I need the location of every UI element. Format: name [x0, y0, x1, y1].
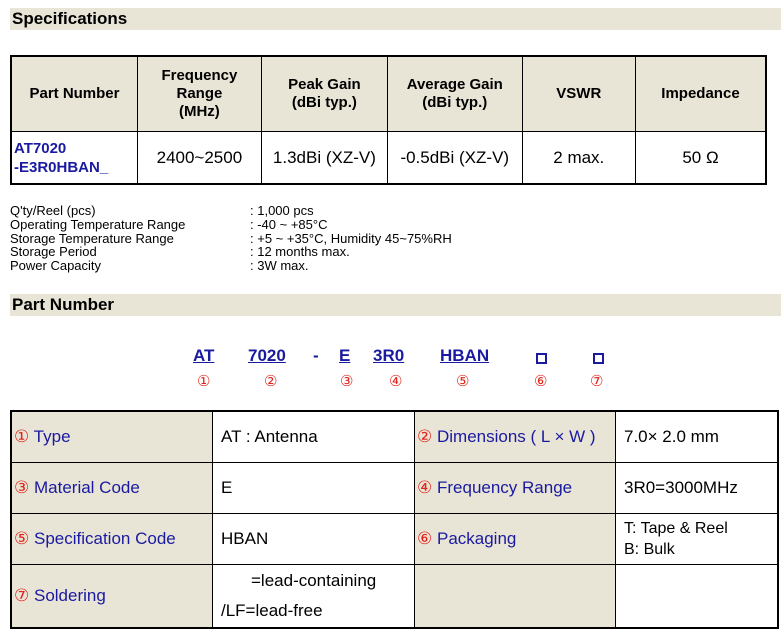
soldering-value [213, 565, 415, 629]
type-value: AT : Antenna [213, 411, 415, 463]
code-packaging-box [536, 349, 547, 369]
label-text: Packaging [436, 529, 517, 548]
frequency-label [415, 463, 616, 514]
info-label: Storage Temperature Range [10, 230, 174, 246]
label-text: Soldering [33, 586, 106, 605]
header-impedance: Impedance [635, 56, 766, 132]
impedance-cell: 50 Ω [635, 132, 766, 185]
blank-box-icon [536, 353, 547, 364]
specification-value: HBAN [213, 514, 415, 565]
circled-number: ⑥ [417, 529, 433, 548]
num-6: ⑥ [534, 373, 548, 390]
pn-row [11, 411, 778, 463]
peak-gain-cell: 1.3dBi (XZ-V) [261, 132, 387, 185]
type-label [11, 411, 213, 463]
soldering-label [11, 565, 213, 629]
part-number-cell [11, 132, 137, 185]
packaging-value [616, 514, 779, 565]
info-label: Operating Temperature Range [10, 216, 186, 232]
empty-label-cell [415, 565, 616, 629]
code-soldering-box [593, 349, 604, 369]
part-line: AT7020 [14, 139, 67, 157]
header-frequency-range [137, 56, 261, 132]
header-average-gain [387, 56, 522, 132]
label-text: Specification Code [33, 529, 176, 548]
specification-label [11, 514, 213, 565]
specifications-heading: Specifications [10, 8, 781, 30]
header-line: Average Gain [406, 76, 503, 93]
code-material: E [339, 346, 351, 365]
num-7: ⑦ [590, 373, 604, 390]
circled-number: ⑤ [14, 529, 30, 548]
header-line: Frequency [161, 67, 238, 84]
code-dimensions: 7020 [248, 346, 286, 365]
dimensions-value: 7.0× 2.0 mm [616, 411, 779, 463]
info-value: : 12 months max. [250, 244, 350, 260]
soldering-option: /LF=lead-free [221, 601, 323, 620]
info-row [10, 203, 314, 218]
info-value: : +5 ~ +35°C, Humidity 45~75%RH [250, 230, 452, 246]
circled-number: ③ [14, 478, 30, 497]
circled-number: ④ [417, 478, 433, 497]
num-3: ③ [340, 373, 354, 390]
label-text: Material Code [33, 478, 140, 497]
num-2: ② [264, 373, 278, 390]
header-peak-gain [261, 56, 387, 132]
info-row [10, 216, 328, 232]
info-row [10, 258, 309, 274]
spec-data-row [11, 132, 766, 185]
part-number-table [10, 410, 779, 629]
header-line: (dBi typ.) [422, 94, 488, 111]
packaging-option: B: Bulk [624, 541, 675, 558]
spec-info-list [10, 203, 452, 274]
info-row [10, 244, 350, 260]
pn-row [11, 565, 778, 629]
info-label: Storage Period [10, 244, 97, 260]
info-label: Power Capacity [10, 258, 102, 274]
num-5: ⑤ [456, 373, 470, 390]
label-text: Type [33, 427, 71, 446]
specifications-table [10, 55, 767, 185]
packaging-option: T: Tape & Reel [624, 520, 728, 537]
vswr-cell: 2 max. [522, 132, 635, 185]
header-line: (MHz) [178, 103, 220, 120]
code-type: AT [193, 346, 215, 365]
info-value: : 3W max. [250, 258, 309, 274]
header-line: (dBi typ.) [291, 94, 357, 111]
info-label: Q'ty/Reel (pcs) [10, 203, 96, 218]
pn-row [11, 514, 778, 565]
packaging-label [415, 514, 616, 565]
header-part-number: Part Number [11, 56, 137, 132]
info-value: : -40 ~ +85°C [250, 216, 328, 232]
part-line: -E3R0HBAN_ [14, 158, 109, 176]
blank-box-icon [593, 353, 604, 364]
empty-value-cell [616, 565, 779, 629]
header-line: Peak Gain [288, 76, 361, 93]
code-frequency: 3R0 [373, 346, 405, 365]
code-dash: - [313, 346, 319, 365]
pn-row [11, 463, 778, 514]
circled-number: ② [417, 427, 433, 446]
soldering-option: =lead-containing [251, 571, 377, 590]
dimensions-label [415, 411, 616, 463]
average-gain-cell: -0.5dBi (XZ-V) [387, 132, 522, 185]
frequency-value: 3R0=3000MHz [616, 463, 779, 514]
frequency-cell: 2400~2500 [137, 132, 261, 185]
label-text: Dimensions ( L × W ) [436, 427, 596, 446]
num-1: ① [197, 373, 211, 390]
spec-header-row [11, 56, 766, 132]
info-value: : 1,000 pcs [250, 203, 314, 218]
num-4: ④ [389, 373, 403, 390]
header-vswr: VSWR [522, 56, 635, 132]
material-label [11, 463, 213, 514]
label-text: Frequency Range [436, 478, 573, 497]
circled-number: ⑦ [14, 586, 30, 605]
material-value: E [213, 463, 415, 514]
code-specification: HBAN [440, 346, 490, 365]
header-line: Range [176, 85, 223, 102]
circled-number: ① [14, 427, 30, 446]
info-row [10, 230, 452, 246]
part-number-heading: Part Number [10, 294, 781, 316]
